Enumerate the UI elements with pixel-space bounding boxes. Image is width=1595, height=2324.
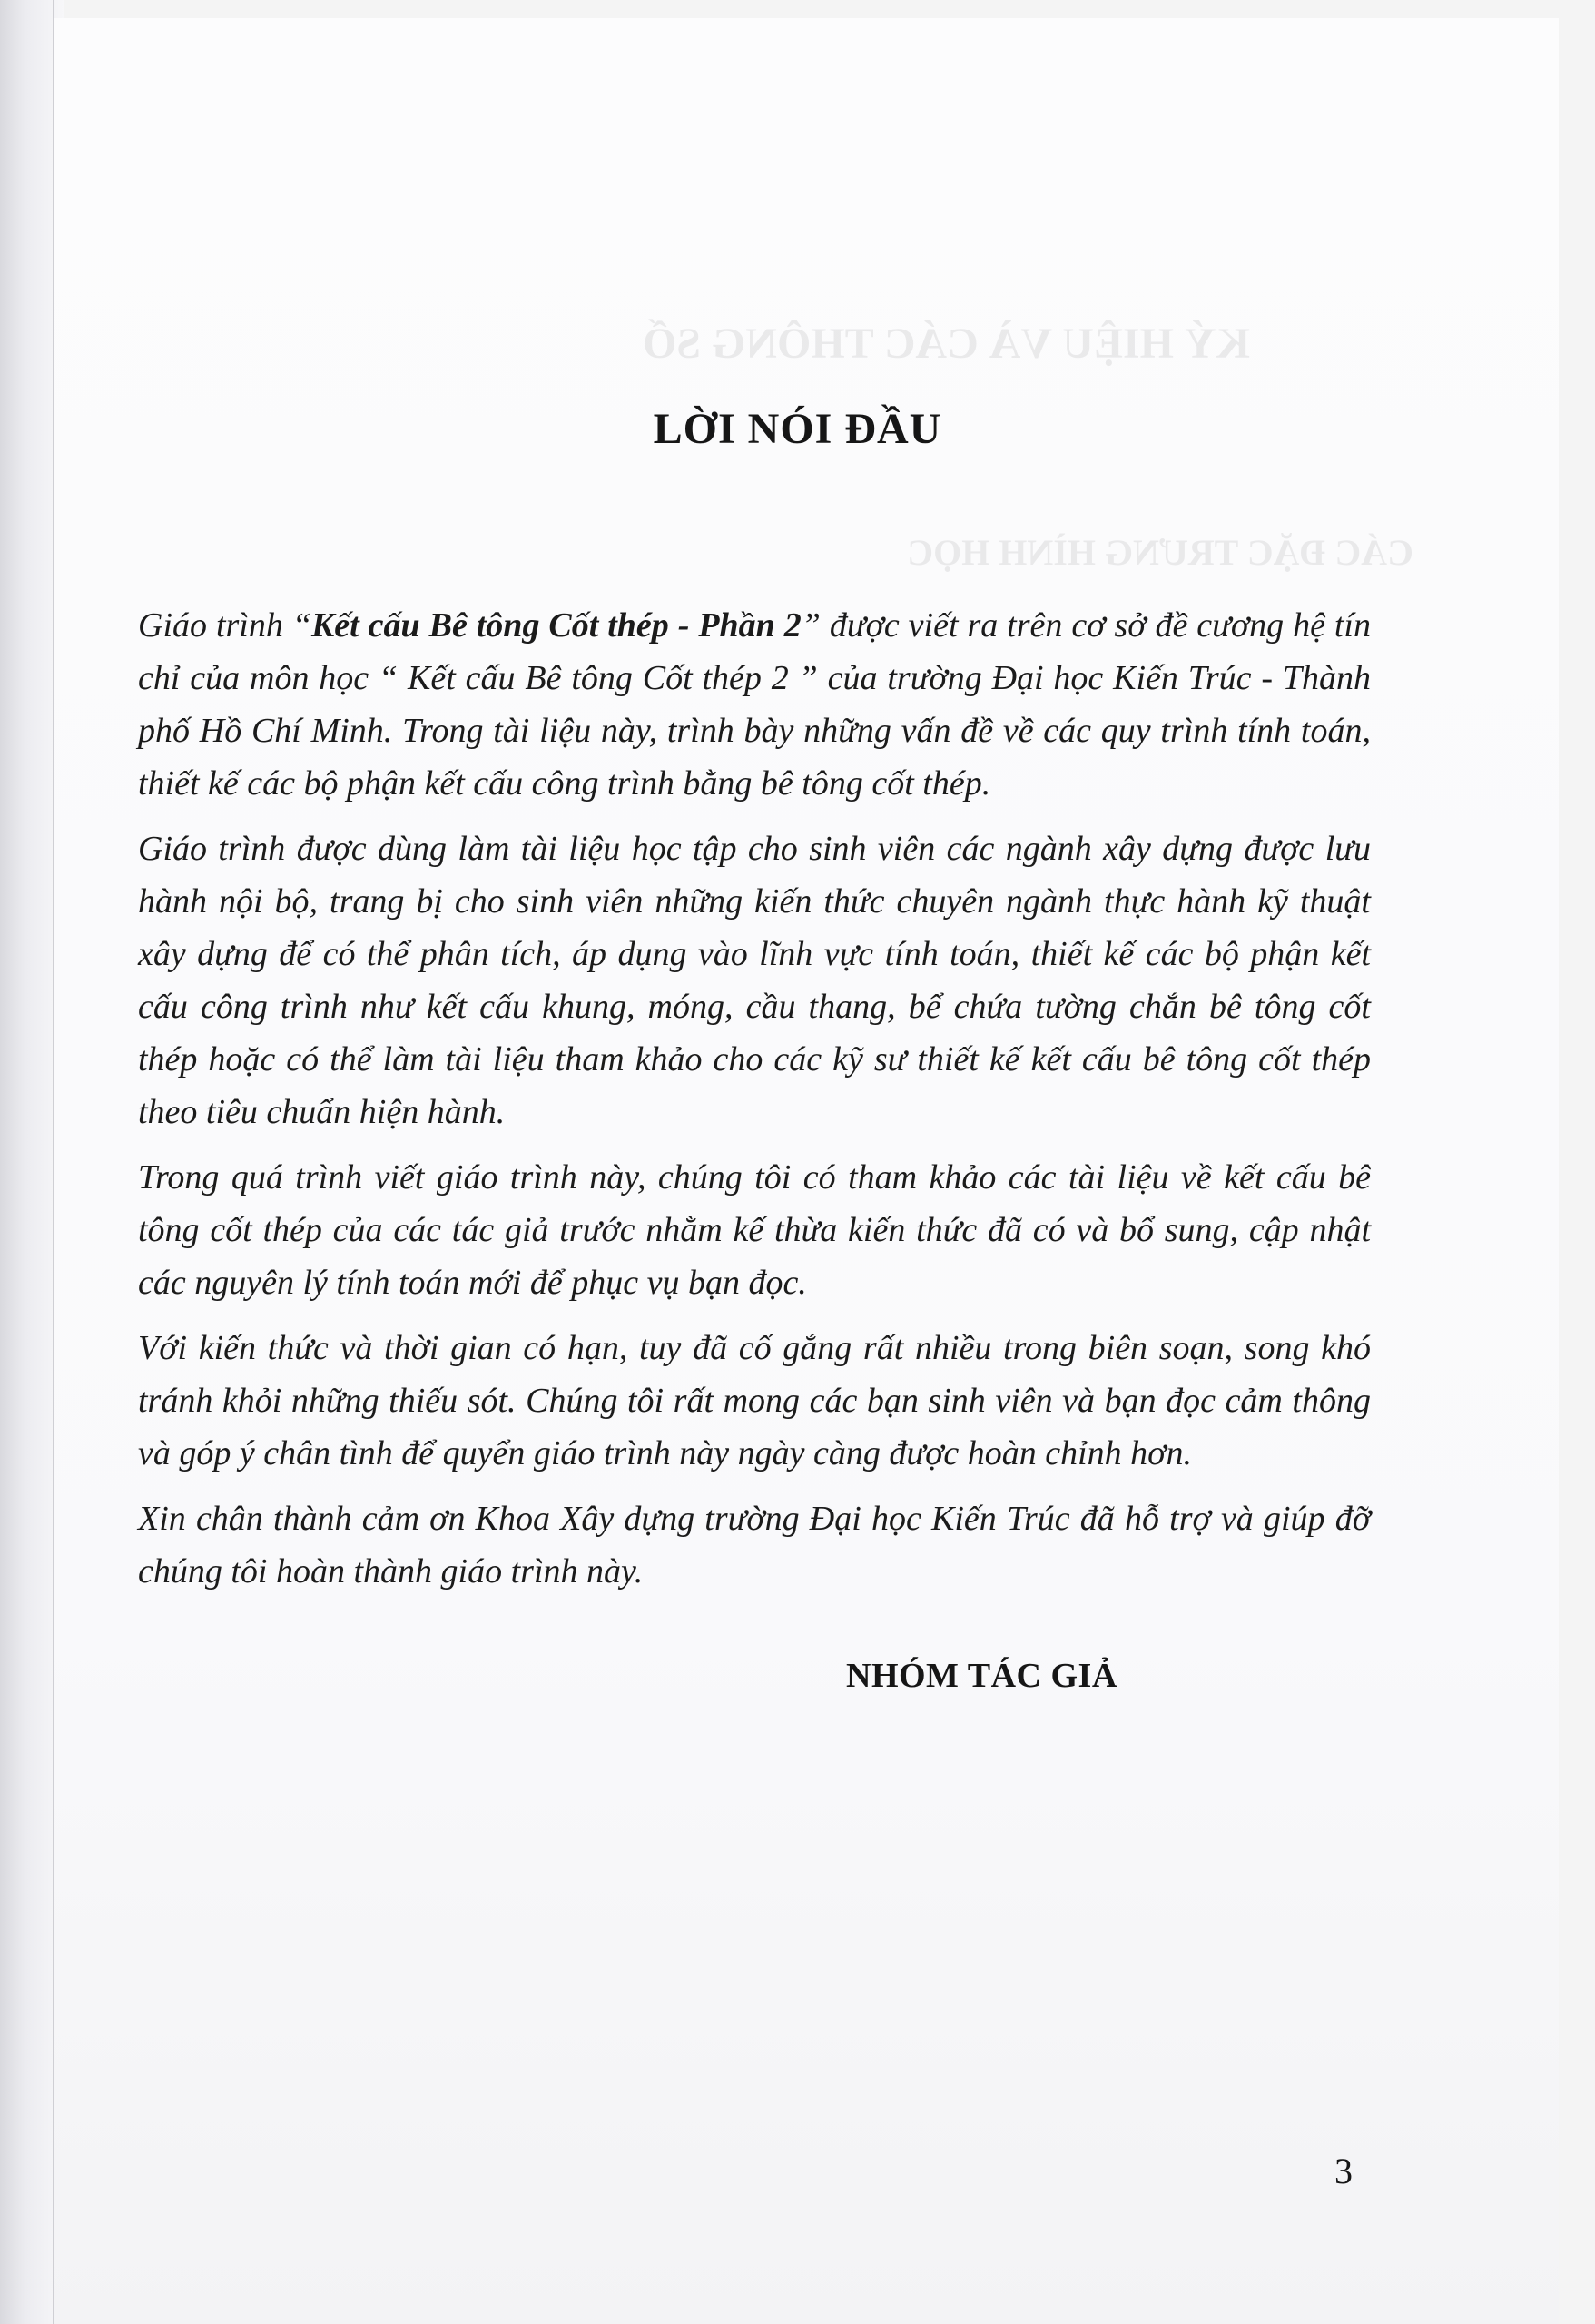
preface-paragraph-5: Xin chân thành cảm ơn Khoa Xây dựng trường Đại học Kiến Trúc đã hỗ trợ và giúp đỡ chúng tôi hoàn thành giáo trình này. <box>138 1500 1371 1590</box>
page-number: 3 <box>1334 2151 1353 2191</box>
paragraph-1-rest: ” được viết ra trên cơ sở đề cương hệ tín chỉ của môn học “ Kết cấu Bê tông Cốt thép 2 ” của trường Đại học Kiến Trúc - Thành phố Hồ Chí Minh. Trong tài liệu này, trình bày những vấn đề về các quy trình tính toán, thiết kế các bộ phận kết cấu công trình bằng bê tông cốt thép. <box>138 606 1371 803</box>
show-through-heading: KÝ HIỆU VÀ CÁC THÔNG SỐ <box>643 320 1250 368</box>
author-signature: NHÓM TÁC GIẢ <box>846 1657 1117 1695</box>
page-title: LỜI NÓI ĐẦU <box>653 405 942 453</box>
book-title-emphasis: Kết cấu Bê tông Cốt thép - Phần 2 <box>310 606 802 645</box>
show-through-subheading: CÁC ĐẶC TRƯNG HÌNH HỌC <box>907 532 1413 573</box>
preface-paragraph-4: Với kiến thức và thời gian có hạn, tuy đã cố gắng rất nhiều trong biên soạn, song khó tránh khỏi những thiếu sót. Chúng tôi rất mong các bạn sinh viên và bạn đọc cảm thông và góp ý chân tình để quyển giáo trình này ngày càng được hoàn chỉnh hơn. <box>138 1329 1371 1472</box>
preface-paragraph-3: Trong quá trình viết giáo trình này, chúng tôi có tham khảo các tài liệu về kết cấu bê tông cốt thép của các tác giả trước nhằm kế thừa kiến thức đã có và bổ sung, cập nhật các nguyên lý tính toán mới để phục vụ bạn đọc. <box>138 1158 1371 1302</box>
preface-paragraph-1 <box>138 599 1371 810</box>
preface-body <box>138 599 1371 1610</box>
preface-paragraph-2: Giáo trình được dùng làm tài liệu học tập cho sinh viên các ngành xây dựng được lưu hành nội bộ, trang bị cho sinh viên những kiến thức chuyên ngành thực hành kỹ thuật xây dựng để có thể phân tích, áp dụng vào lĩnh vực tính toán, thiết kế các bộ phận kết cấu công trình như kết cấu khung, móng, cầu thang, bể chứa tường chắn bê tông cốt thép hoặc có thể làm tài liệu tham khảo cho các kỹ sư thiết kế kết cấu bê tông cốt thép theo tiêu chuẩn hiện hành. <box>138 830 1371 1131</box>
paragraph-1-lead: Giáo trình “ <box>138 606 311 645</box>
